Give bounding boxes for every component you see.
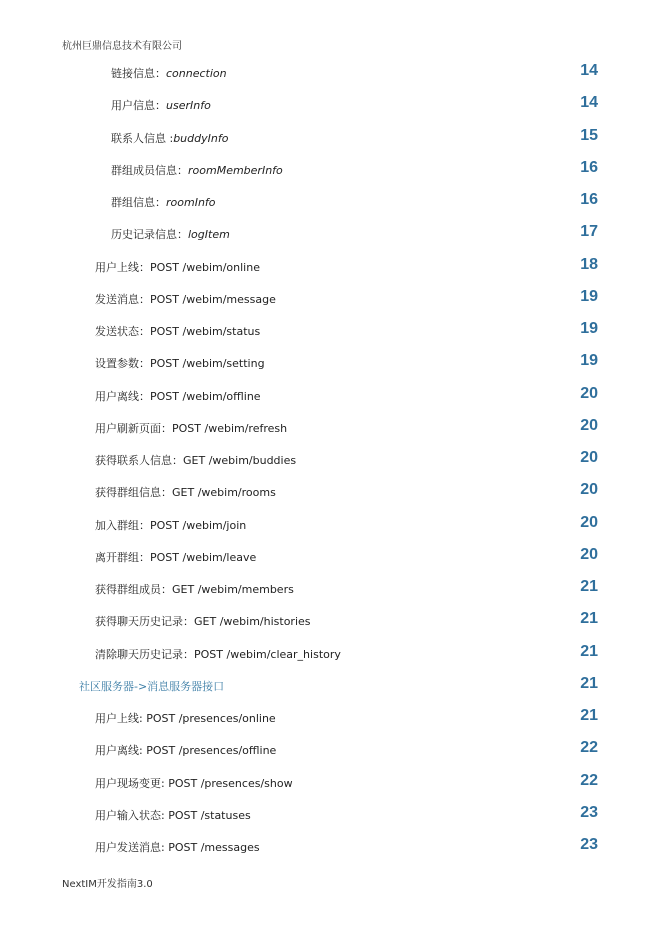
toc-entry-label: 用户上线: POST /presences/online xyxy=(95,712,276,725)
toc-entry-term: connection xyxy=(166,67,227,80)
toc-entry-text xyxy=(111,162,283,178)
toc-page-number: 20 xyxy=(580,513,598,531)
toc-page-number: 23 xyxy=(580,836,598,853)
toc-entry-label: 用户发送消息: POST /messages xyxy=(95,841,260,854)
toc-entry-label: 离开群组：POST /webim/leave xyxy=(95,550,257,564)
toc-entry-term: roomMemberInfo xyxy=(188,163,283,177)
toc-entry[interactable] xyxy=(0,771,662,803)
toc-entry[interactable] xyxy=(0,448,662,480)
toc-entry[interactable] xyxy=(0,255,662,287)
toc-entry-label: 用户输入状态: POST /statuses xyxy=(95,808,251,822)
toc-entry-label: 群组成员信息： xyxy=(111,163,188,177)
toc-page-number: 22 xyxy=(580,771,598,789)
toc-entry[interactable] xyxy=(0,190,662,222)
toc-entry-text xyxy=(111,65,227,81)
toc-entry-label: 链接信息： xyxy=(111,67,166,80)
toc-entry-label: 获得群组信息：GET /webim/rooms xyxy=(95,486,276,500)
toc-entry-label: 联系人信息 : xyxy=(111,131,174,145)
toc-page-number: 15 xyxy=(580,126,598,144)
toc-entry-label: 用户刷新页面：POST /webim/refresh xyxy=(95,421,288,435)
toc-entry-text xyxy=(111,226,230,242)
toc-entry-label: 用户离线：POST /webim/offline xyxy=(95,389,261,403)
page-footer-doc-title: NextIM开发指南3.0 xyxy=(62,879,153,890)
toc-page-number: 22 xyxy=(580,739,598,757)
toc-page-number: 19 xyxy=(580,287,598,305)
toc-entry[interactable] xyxy=(0,706,662,738)
toc-page-number: 14 xyxy=(580,94,598,112)
toc-entry-text xyxy=(111,130,228,146)
toc-entry-label: 发送状态：POST /webim/status xyxy=(95,325,261,338)
toc-entry-term: roomInfo xyxy=(166,196,216,209)
toc-entry[interactable] xyxy=(0,577,662,609)
toc-entry-label: 历史记录信息： xyxy=(111,228,188,242)
toc-section-heading[interactable] xyxy=(0,674,662,706)
toc-page-number: 21 xyxy=(580,707,598,724)
toc-page-number: 20 xyxy=(580,545,598,563)
toc-page-number: 20 xyxy=(580,449,598,466)
toc-page-number: 21 xyxy=(580,674,598,692)
toc-entry-term: userInfo xyxy=(166,99,211,113)
toc-entry[interactable] xyxy=(0,609,662,641)
toc-page-number: 23 xyxy=(580,803,598,821)
table-of-contents xyxy=(0,61,662,867)
toc-entry-label: 获得聊天历史记录：GET /webim/histories xyxy=(95,615,311,629)
toc-entry-label: 获得联系人信息：GET /webim/buddies xyxy=(95,454,297,467)
toc-page-number: 17 xyxy=(580,223,598,241)
toc-entry[interactable] xyxy=(0,93,662,125)
toc-page-number: 16 xyxy=(580,158,598,176)
toc-entry[interactable] xyxy=(0,642,662,674)
toc-entry[interactable] xyxy=(0,384,662,416)
toc-entry-text xyxy=(111,194,216,210)
toc-entry-label: 发送消息：POST /webim/message xyxy=(95,292,276,306)
toc-page-number: 21 xyxy=(580,642,598,660)
toc-entry[interactable] xyxy=(0,738,662,770)
toc-entry[interactable] xyxy=(0,480,662,512)
toc-page-number: 19 xyxy=(580,352,598,370)
toc-entry[interactable] xyxy=(0,835,662,867)
toc-entry-label: 用户离线: POST /presences/offline xyxy=(95,744,277,758)
toc-page-number: 21 xyxy=(580,578,598,595)
toc-entry-label: 获得群组成员：GET /webim/members xyxy=(95,583,294,596)
toc-entry-label: 设置参数：POST /webim/setting xyxy=(95,357,265,371)
toc-page-number: 21 xyxy=(580,610,598,628)
toc-entry[interactable] xyxy=(0,803,662,835)
toc-page-number: 20 xyxy=(580,416,598,434)
toc-entry-label: 用户现场变更: POST /presences/show xyxy=(95,776,293,790)
toc-entry[interactable] xyxy=(0,545,662,577)
toc-page-number: 16 xyxy=(580,191,598,208)
toc-section-label: 社区服务器->消息服务器接口 xyxy=(79,679,225,693)
toc-entry[interactable] xyxy=(0,287,662,319)
toc-page-number: 20 xyxy=(580,481,598,499)
toc-entry-term: buddyInfo xyxy=(173,131,229,145)
toc-entry-label: 用户上线：POST /webim/online xyxy=(95,260,260,274)
toc-entry-label: 加入群组：POST /webim/join xyxy=(95,518,247,532)
toc-entry-label: 群组信息： xyxy=(111,196,166,209)
toc-page-number: 19 xyxy=(580,320,598,337)
toc-page-number: 14 xyxy=(580,62,598,79)
toc-entry[interactable] xyxy=(0,222,662,254)
toc-entry[interactable] xyxy=(0,158,662,190)
toc-page-number: 20 xyxy=(580,384,598,402)
toc-entry[interactable] xyxy=(0,416,662,448)
page-header-company: 杭州巨鼎信息技术有限公司 xyxy=(62,41,182,52)
toc-entry-label: 清除聊天历史记录：POST /webim/clear_history xyxy=(95,647,341,661)
toc-entry[interactable] xyxy=(0,61,662,93)
toc-entry[interactable] xyxy=(0,319,662,351)
toc-entry-text xyxy=(111,97,211,113)
toc-entry-label: 用户信息： xyxy=(111,99,166,113)
toc-page-number: 18 xyxy=(580,255,598,273)
toc-entry[interactable] xyxy=(0,126,662,158)
toc-entry-term: logItem xyxy=(188,228,230,242)
toc-entry[interactable] xyxy=(0,351,662,383)
toc-entry[interactable] xyxy=(0,513,662,545)
